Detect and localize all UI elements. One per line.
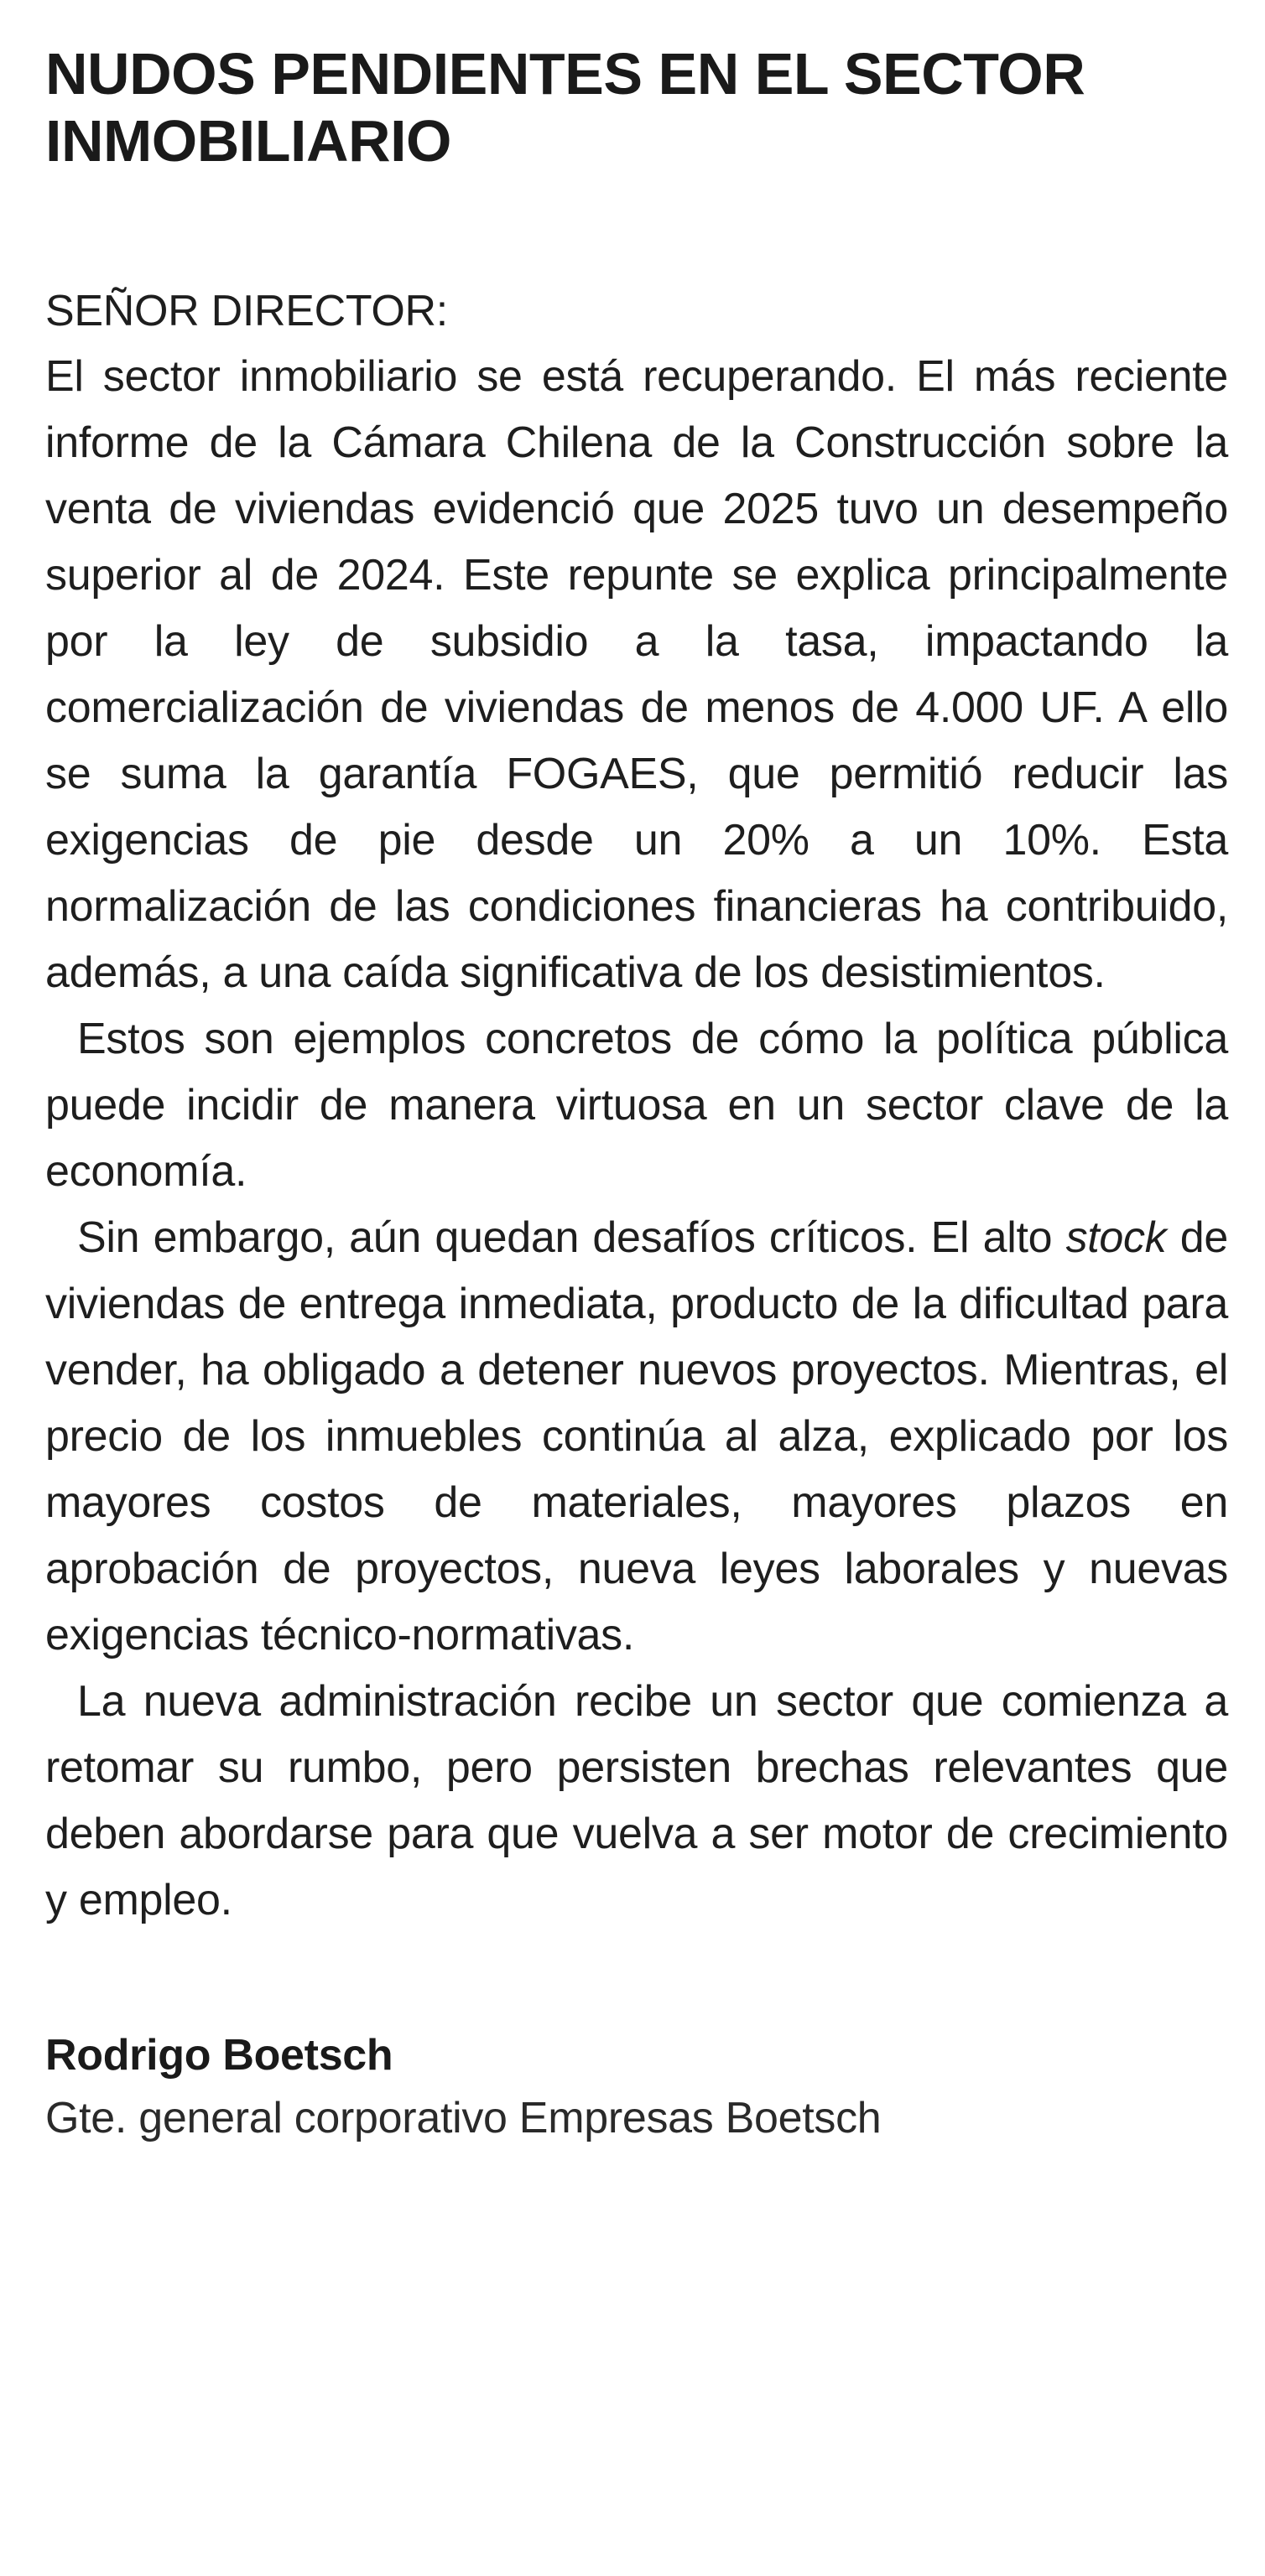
signature-block bbox=[45, 2026, 1228, 2152]
headline-line-2: INMOBILIARIO bbox=[45, 108, 451, 174]
paragraph-3-end: de viviendas de entrega inmediata, producto de la dificultad para vender, ha obligado a detener nuevos proyectos. Mientras, el precio de los inmuebles continúa al alza, explicado por los mayores costos de materiales, mayores plazos en aprobación de proyectos, nueva leyes laborales y nuevas exigencias técnico-normativas. bbox=[45, 1213, 1228, 1659]
salutation: SEÑOR DIRECTOR: bbox=[45, 287, 448, 335]
headline bbox=[45, 40, 1228, 174]
letter-body bbox=[45, 344, 1228, 1934]
signature-name: Rodrigo Boetsch bbox=[45, 2031, 393, 2080]
paragraph-3 bbox=[45, 1205, 1228, 1669]
paragraph-1: El sector inmobiliario se está recuperando. El más reciente informe de la Cámara Chilena de la Construcción sobre la venta de viviendas evidenció que 2025 tuvo un desempeño superior al de 2024. Este repunte se explica principalmente por la ley de subsidio a la tasa, impactando la comercialización de viviendas de menos de 4.000 UF. A ello se suma la garantía FOGAES, que permitió reducir las exigencias de pie desde un 20% a un 10%. Esta normalización de las condiciones financieras ha contribuido, además, a una caída significativa de los desistimientos. bbox=[45, 352, 1228, 997]
paragraph-3-start: Sin embargo, aún quedan desafíos críticos. El alto bbox=[77, 1213, 1066, 1262]
letter-to-editor bbox=[45, 40, 1228, 2152]
paragraph-4: La nueva administración recibe un sector que comienza a retomar su rumbo, pero persisten brechas relevantes que deben abordarse para que vuelva a ser motor de crecimiento y empleo. bbox=[45, 1677, 1228, 1924]
headline-line-1: NUDOS PENDIENTES EN EL SECTOR bbox=[45, 41, 1085, 106]
paragraph-3-italic-term: stock bbox=[1065, 1213, 1167, 1262]
signature-title: Gte. general corporativo Empresas Boetsch bbox=[45, 2094, 882, 2142]
paragraph-2: Estos son ejemplos concretos de cómo la política pública puede incidir de manera virtuosa en un sector clave de la economía. bbox=[45, 1015, 1228, 1196]
